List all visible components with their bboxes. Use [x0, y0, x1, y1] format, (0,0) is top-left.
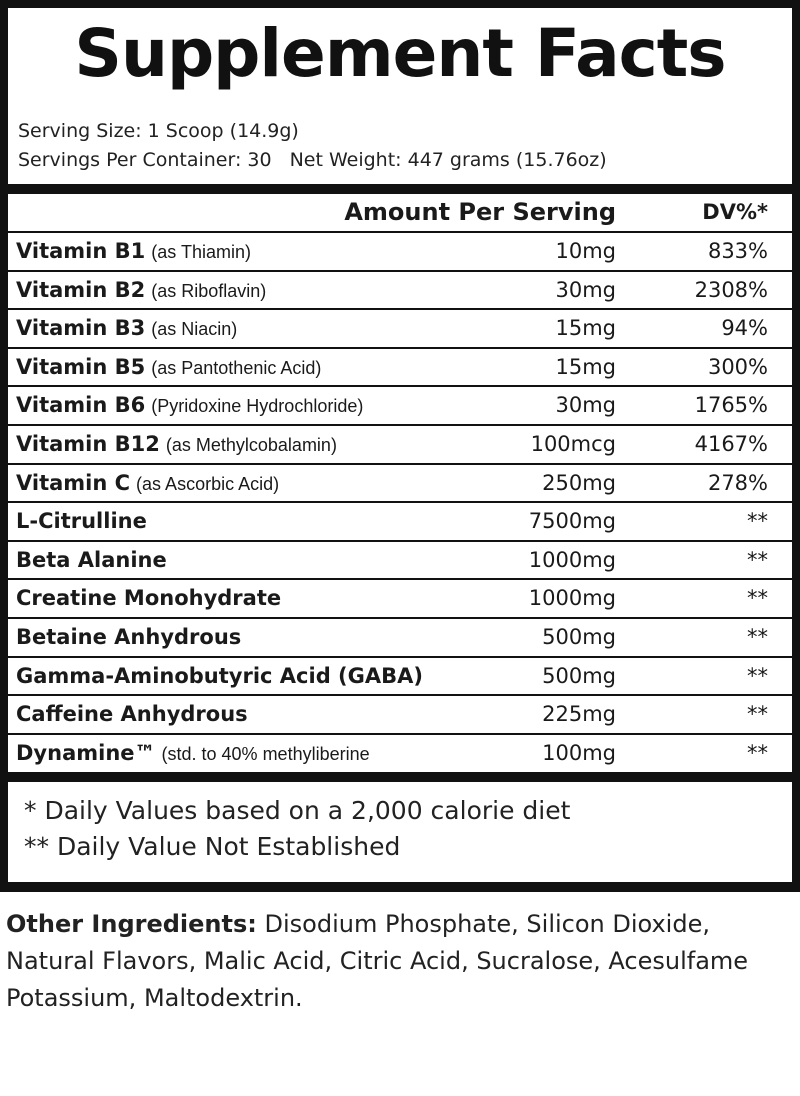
nutrient-name: Vitamin C — [16, 470, 131, 495]
nutrient-amount: 1000mg — [528, 547, 616, 572]
nutrient-name: Vitamin B6 — [16, 393, 146, 418]
nutrient-source: (as Pantothenic Acid) — [151, 357, 322, 378]
nutrient-name: Betaine Anhydrous — [16, 625, 242, 649]
nutrient-daily-value: ** — [747, 586, 768, 611]
other-ingredients-text: Disodium Phosphate, Silicon Dioxide, Natural Flavors, Malic Acid, Citric Acid, Sucralose, Acesulfame Potassium, Maltodextrin. — [6, 910, 749, 1012]
nutrient-name-cell — [16, 580, 281, 619]
daily-value-header: DV%* — [702, 200, 768, 224]
nutrient-row — [8, 347, 792, 386]
nutrient-row — [8, 308, 792, 347]
facts-title: Supplement Facts — [74, 15, 726, 92]
nutrient-amount: 30mg — [555, 277, 616, 302]
nutrient-name-cell — [16, 349, 321, 388]
nutrient-table — [8, 194, 792, 772]
serving-size: Serving Size: 1 Scoop (14.9g) — [18, 120, 299, 142]
nutrient-row — [8, 463, 792, 502]
footnote-daily-values: * Daily Values based on a 2,000 calorie diet — [24, 796, 571, 825]
nutrient-daily-value: 2308% — [694, 277, 768, 302]
nutrient-daily-value: ** — [747, 547, 768, 572]
footnotes-box — [8, 782, 792, 882]
nutrient-daily-value: 833% — [707, 239, 768, 263]
nutrient-daily-value: ** — [747, 625, 768, 649]
nutrient-name: Vitamin B12 — [16, 432, 160, 456]
nutrient-name: Beta Alanine — [16, 547, 167, 572]
nutrient-amount: 15mg — [555, 316, 616, 341]
nutrient-daily-value: 1765% — [694, 393, 768, 418]
nutrient-amount: 225mg — [542, 702, 616, 727]
nutrient-daily-value: 4167% — [694, 432, 768, 456]
nutrient-daily-value: 278% — [707, 470, 768, 495]
nutrient-row — [8, 656, 792, 695]
nutrient-row — [8, 385, 792, 424]
nutrient-name-cell — [16, 387, 363, 426]
footnote-not-established: ** Daily Value Not Established — [24, 832, 401, 861]
nutrient-amount: 500mg — [542, 625, 616, 649]
facts-header — [8, 8, 792, 184]
nutrient-source: (Pyridoxine Hydrochloride) — [151, 396, 364, 417]
nutrient-name: Creatine Monohydrate — [16, 586, 282, 611]
nutrient-source: (as Niacin) — [151, 319, 238, 340]
nutrient-name-cell — [16, 696, 248, 735]
nutrient-amount: 7500mg — [528, 509, 616, 534]
nutrient-name-cell — [16, 503, 147, 542]
nutrient-daily-value: 300% — [707, 354, 768, 379]
nutrient-source: (as Ascorbic Acid) — [136, 473, 280, 494]
nutrient-name-cell — [16, 542, 167, 581]
nutrient-name-cell — [16, 426, 337, 465]
nutrient-name: Dynamine™ — [16, 740, 156, 765]
nutrient-row — [8, 617, 792, 656]
servings-line — [18, 147, 607, 173]
nutrient-name-cell — [16, 619, 241, 658]
other-ingredients-label: Other Ingredients: — [6, 910, 257, 938]
net-weight: Net Weight: 447 grams (15.76oz) — [289, 149, 607, 171]
nutrient-daily-value: 94% — [721, 316, 768, 341]
nutrient-name: Vitamin B3 — [16, 316, 146, 341]
nutrient-row — [8, 578, 792, 617]
nutrient-amount: 250mg — [542, 470, 616, 495]
nutrient-name: L-Citrulline — [16, 509, 147, 534]
nutrient-daily-value: ** — [747, 740, 768, 765]
nutrient-amount: 100mg — [542, 740, 616, 765]
nutrient-source: (std. to 40% methyliberine — [161, 743, 370, 764]
nutrient-name-cell — [16, 233, 251, 272]
nutrient-name-cell — [16, 735, 370, 774]
nutrient-source: (as Thiamin) — [151, 242, 251, 262]
nutrient-row — [8, 540, 792, 579]
nutrient-name: Caffeine Anhydrous — [16, 702, 248, 727]
nutrient-daily-value: ** — [747, 702, 768, 727]
nutrient-name: Vitamin B1 — [16, 239, 146, 263]
nutrient-source: (as Riboflavin) — [151, 280, 267, 301]
nutrient-row — [8, 231, 792, 270]
nutrient-row — [8, 694, 792, 733]
nutrient-amount: 30mg — [555, 393, 616, 418]
amount-per-serving-header: Amount Per Serving — [344, 198, 616, 226]
nutrient-row — [8, 424, 792, 463]
nutrient-amount: 1000mg — [528, 586, 616, 611]
nutrient-amount: 500mg — [542, 663, 616, 688]
servings-per-container: Servings Per Container: 30 — [18, 149, 272, 171]
table-header — [8, 194, 792, 231]
nutrient-row — [8, 733, 792, 772]
nutrient-amount: 100mcg — [530, 432, 616, 456]
nutrient-daily-value: ** — [747, 663, 768, 688]
nutrient-source: (as Methylcobalamin) — [165, 435, 337, 455]
nutrient-amount: 15mg — [555, 354, 616, 379]
nutrient-name: Vitamin B5 — [16, 354, 146, 379]
nutrient-name-cell — [16, 658, 423, 697]
nutrient-name-cell — [16, 310, 237, 349]
other-ingredients — [6, 906, 794, 1017]
nutrient-name-cell — [16, 272, 266, 311]
nutrient-name: Vitamin B2 — [16, 277, 146, 302]
nutrient-amount: 10mg — [555, 239, 616, 263]
nutrient-daily-value: ** — [747, 509, 768, 534]
nutrient-row — [8, 501, 792, 540]
nutrient-name: Gamma-Aminobutyric Acid (GABA) — [16, 663, 423, 688]
nutrient-row — [8, 270, 792, 309]
nutrient-name-cell — [16, 465, 279, 504]
